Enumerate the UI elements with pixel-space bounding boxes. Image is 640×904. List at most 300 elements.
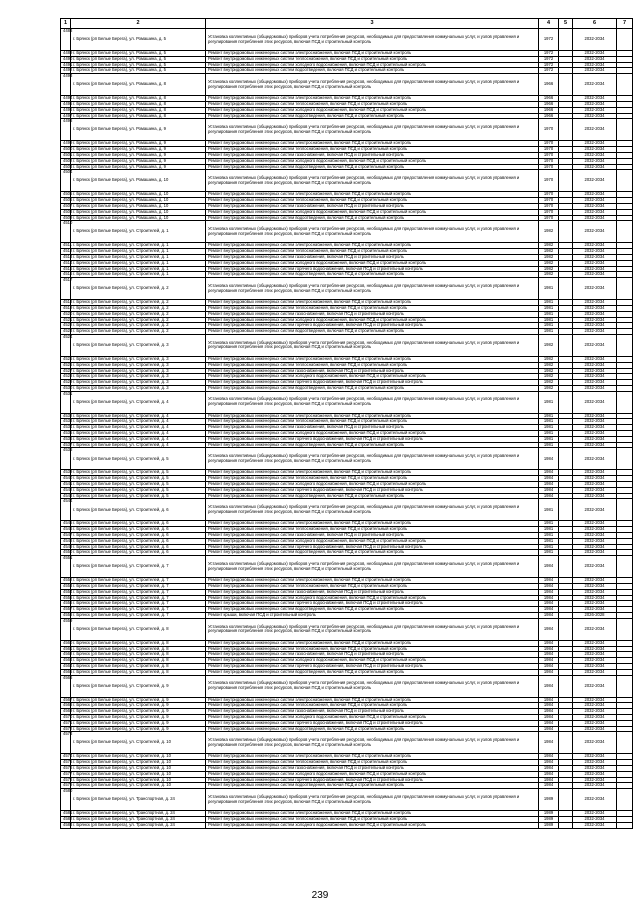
row-period: 2032-2034 — [573, 113, 617, 119]
row-work-type: Ремонт внутридомовых инженерных систем электроснабжения, включая ПСД и строительный контроль — [206, 96, 539, 102]
row-period: 2032-2034 — [573, 470, 617, 476]
table-row — [61, 499, 633, 521]
row-number: 4578 — [61, 777, 71, 783]
row-period: 2032-2034 — [573, 595, 617, 601]
row-year: 1989 — [539, 811, 559, 817]
row-period: 2032-2034 — [573, 158, 617, 164]
row-period: 2032-2034 — [573, 311, 617, 317]
row-work-type: Ремонт внутридомовых инженерных систем теплоснабжения, включая ПСД и строительный контроль — [206, 198, 539, 204]
row-work-type: Ремонт внутридомовых инженерных систем теплоснабжения, включая ПСД и строительный контроль — [206, 646, 539, 652]
table-row — [61, 385, 633, 391]
row-address: г. Брянск (рп Белые Берега), ул. Строителей, д. 6 — [71, 527, 206, 533]
row-number: 4511 — [61, 243, 71, 249]
row-address: г. Брянск (рп Белые Берега), ул. Строителей, д. 9 — [71, 720, 206, 726]
row-year: 1981 — [539, 521, 559, 527]
row-address: г. Брянск (рп Белые Берега), ул. Ромашина, д. 9 — [71, 164, 206, 170]
row-work-type: Ремонт внутридомовых инженерных систем водоотведения, включая ПСД и строительный контроль — [206, 385, 539, 391]
row-address: г. Брянск (рп Белые Берега), ул. Строителей, д. 3 — [71, 380, 206, 386]
row-work-type: Ремонт внутридомовых инженерных систем электроснабжения, включая ПСД и строительный контроль — [206, 141, 539, 147]
row-col-5 — [559, 448, 573, 470]
row-work-type: Установка коллективных (общедомовых) приборов учета потребления ресурсов, необходимых для предоставления коммунальных услуг, и узлов управления и регулирования потребления этих ресурсов, включая ПСД и строительный контроль — [206, 334, 539, 356]
row-number: 4502 — [61, 158, 71, 164]
row-period: 2032-2034 — [573, 550, 617, 556]
row-period: 2032-2034 — [573, 249, 617, 255]
row-period: 2032-2034 — [573, 305, 617, 311]
row-period: 2032-2034 — [573, 272, 617, 278]
row-address: г. Брянск (рп Белые Берега), ул. Строителей, д. 4 — [71, 431, 206, 437]
row-col-5 — [559, 334, 573, 356]
row-number: 4566 — [61, 675, 71, 697]
row-period: 2032-2034 — [573, 703, 617, 709]
row-year: 1984 — [539, 652, 559, 658]
row-col-5 — [559, 391, 573, 413]
row-year: 1972 — [539, 56, 559, 62]
row-number: 4548 — [61, 538, 71, 544]
row-work-type: Ремонт внутридомовых инженерных систем горячего водоснабжения, включая ПСД и строительный контроль — [206, 777, 539, 783]
row-work-type: Установка коллективных (общедомовых) приборов учета потребления ресурсов, необходимых для предоставления коммунальных услуг, и узлов управления и регулирования потребления этих ресурсов, включая ПСД и строительный контроль — [206, 499, 539, 521]
row-number: 4543 — [61, 493, 71, 499]
row-number: 4565 — [61, 669, 71, 675]
row-work-type: Ремонт внутридомовых инженерных систем горячего водоснабжения, включая ПСД и строительный контроль — [206, 601, 539, 607]
row-address: г. Брянск (рп Белые Берега), ул. Строителей, д. 9 — [71, 703, 206, 709]
row-address: г. Брянск (рп Белые Берега), ул. Строителей, д. 7 — [71, 589, 206, 595]
row-period: 2032-2034 — [573, 771, 617, 777]
row-year: 1982 — [539, 374, 559, 380]
row-work-type: Ремонт внутридомовых инженерных систем горячего водоснабжения, включая ПСД и строительный контроль — [206, 720, 539, 726]
row-address: г. Брянск (рп Белые Берега), ул. Транспортная, д. 24 — [71, 816, 206, 822]
row-work-type: Ремонт внутридомовых инженерных систем холодного водоснабжения, включая ПСД и строительный контроль — [206, 62, 539, 68]
row-address: г. Брянск (рп Белые Берега), ул. Строителей, д. 6 — [71, 538, 206, 544]
row-period: 2032-2034 — [573, 254, 617, 260]
row-number: 4509 — [61, 215, 71, 221]
row-period: 2032-2034 — [573, 300, 617, 306]
row-address: г. Брянск (рп Белые Берега), ул. Строителей, д. 1 — [71, 221, 206, 243]
row-number: 4569 — [61, 709, 71, 715]
row-work-type: Ремонт внутридомовых инженерных систем теплоснабжения, включая ПСД и строительный контроль — [206, 703, 539, 709]
row-period: 2032-2034 — [573, 448, 617, 470]
row-year: 1981 — [539, 311, 559, 317]
row-address: г. Брянск (рп Белые Берега), ул. Строителей, д. 10 — [71, 765, 206, 771]
row-number: 4555 — [61, 595, 71, 601]
row-year: 1984 — [539, 601, 559, 607]
row-period: 2032-2034 — [573, 329, 617, 335]
capital-repair-table — [60, 18, 633, 829]
row-work-type: Ремонт внутридомовых инженерных систем теплоснабжения, включая ПСД и строительный контроль — [206, 476, 539, 482]
row-col-7 — [617, 391, 633, 413]
row-work-type: Ремонт внутридомовых инженерных систем электроснабжения, включая ПСД и строительный контроль — [206, 578, 539, 584]
row-address: г. Брянск (рп Белые Берега), ул. Строителей, д. 2 — [71, 323, 206, 329]
row-address: г. Брянск (рп Белые Берега), ул. Строителей, д. 1 — [71, 243, 206, 249]
row-address: г. Брянск (рп Белые Берега), ул. Строителей, д. 2 — [71, 278, 206, 300]
row-col-7 — [617, 278, 633, 300]
row-number: 4563 — [61, 658, 71, 664]
row-address: г. Брянск (рп Белые Берега), ул. Ромашина, д. 10 — [71, 192, 206, 198]
row-number: 4544 — [61, 499, 71, 521]
row-work-type: Ремонт внутридомовых инженерных систем газоснабжения, включая ПСД и строительный контроль — [206, 652, 539, 658]
row-address: г. Брянск (рп Белые Берега), ул. Строителей, д. 7 — [71, 607, 206, 613]
row-address: г. Брянск (рп Белые Берега), ул. Строителей, д. 8 — [71, 618, 206, 640]
table-row — [61, 215, 633, 221]
row-address: г. Брянск (рп Белые Берега), ул. Строителей, д. 10 — [71, 732, 206, 754]
row-period: 2032-2034 — [573, 385, 617, 391]
row-work-type: Установка коллективных (общедомовых) приборов учета потребления ресурсов, необходимых для предоставления коммунальных услуг, и узлов управления и регулирования потребления этих ресурсов, включая ПСД и строительный контроль — [206, 556, 539, 578]
row-col-5 — [559, 221, 573, 243]
row-work-type: Ремонт внутридомовых инженерных систем газоснабжения, включая ПСД и строительный контроль — [206, 311, 539, 317]
row-period: 2032-2034 — [573, 720, 617, 726]
row-work-type: Ремонт внутридомовых инженерных систем холодного водоснабжения, включая ПСД и строительный контроль — [206, 714, 539, 720]
table-header-row — [61, 19, 633, 29]
row-number: 4573 — [61, 732, 71, 754]
row-period: 2032-2034 — [573, 374, 617, 380]
row-address: г. Брянск (рп Белые Берега), ул. Ромашина, д. 9 — [71, 152, 206, 158]
row-year: 1982 — [539, 243, 559, 249]
row-period: 2032-2034 — [573, 243, 617, 249]
row-address: г. Брянск (рп Белые Берега), ул. Строителей, д. 5 — [71, 493, 206, 499]
row-year: 1981 — [539, 538, 559, 544]
row-col-7 — [617, 334, 633, 356]
row-number: 4530 — [61, 385, 71, 391]
table-row — [61, 822, 633, 828]
row-number: 4488 — [61, 29, 71, 51]
row-work-type: Ремонт внутридомовых инженерных систем холодного водоснабжения, включая ПСД и строительный контроль — [206, 771, 539, 777]
header-col-3: 3 — [206, 19, 539, 29]
row-period: 2032-2034 — [573, 368, 617, 374]
row-work-type: Ремонт внутридомовых инженерных систем водоотведения, включая ПСД и строительный контроль — [206, 164, 539, 170]
row-work-type: Ремонт внутридомовых инженерных систем электроснабжения, включая ПСД и строительный контроль — [206, 811, 539, 817]
table-body — [61, 19, 633, 829]
row-work-type: Ремонт внутридомовых инженерных систем теплоснабжения, включая ПСД и строительный контроль — [206, 584, 539, 590]
row-period: 2032-2034 — [573, 765, 617, 771]
row-year: 1981 — [539, 499, 559, 521]
row-address: г. Брянск (рп Белые Берега), ул. Строителей, д. 10 — [71, 754, 206, 760]
row-year: 1984 — [539, 732, 559, 754]
row-number: 4549 — [61, 544, 71, 550]
row-work-type: Установка коллективных (общедомовых) приборов учета потребления ресурсов, необходимых для предоставления коммунальных услуг, и узлов управления и регулирования потребления этих ресурсов, включая ПСД и строительный контроль — [206, 732, 539, 754]
row-address: г. Брянск (рп Белые Берега), ул. Строителей, д. 7 — [71, 556, 206, 578]
row-number: 4545 — [61, 521, 71, 527]
row-col-5 — [559, 29, 573, 51]
row-year: 1984 — [539, 714, 559, 720]
row-period: 2032-2034 — [573, 487, 617, 493]
row-address: г. Брянск (рп Белые Берега), ул. Строителей, д. 9 — [71, 709, 206, 715]
row-number: 4506 — [61, 198, 71, 204]
row-work-type: Ремонт внутридомовых инженерных систем водоотведения, включая ПСД и строительный контроль — [206, 550, 539, 556]
row-address: г. Брянск (рп Белые Берега), ул. Строителей, д. 3 — [71, 362, 206, 368]
table-row — [61, 783, 633, 789]
row-period: 2032-2034 — [573, 323, 617, 329]
row-year: 1984 — [539, 448, 559, 470]
table-row — [61, 329, 633, 335]
row-work-type: Ремонт внутридомовых инженерных систем горячего водоснабжения, включая ПСД и строительный контроль — [206, 487, 539, 493]
row-number: 4522 — [61, 323, 71, 329]
row-number: 4567 — [61, 697, 71, 703]
row-period: 2032-2034 — [573, 482, 617, 488]
row-address: г. Брянск (рп Белые Берега), ул. Строителей, д. 10 — [71, 771, 206, 777]
row-period: 2032-2034 — [573, 431, 617, 437]
row-year: 1984 — [539, 589, 559, 595]
row-address: г. Брянск (рп Белые Берега), ул. Ромашина, д. 9 — [71, 147, 206, 153]
row-year: 1984 — [539, 697, 559, 703]
row-number: 4515 — [61, 266, 71, 272]
table-row — [61, 448, 633, 470]
row-year: 1982 — [539, 380, 559, 386]
row-year: 1970 — [539, 164, 559, 170]
row-number: 4547 — [61, 533, 71, 539]
row-work-type: Ремонт внутридомовых инженерных систем холодного водоснабжения, включая ПСД и строительный контроль — [206, 482, 539, 488]
row-col-5 — [559, 119, 573, 141]
row-year: 1981 — [539, 436, 559, 442]
row-year: 1984 — [539, 754, 559, 760]
row-number: 4553 — [61, 584, 71, 590]
row-year: 1982 — [539, 356, 559, 362]
row-address: г. Брянск (рп Белые Берега), ул. Строителей, д. 5 — [71, 476, 206, 482]
row-period: 2032-2034 — [573, 413, 617, 419]
table-row — [61, 170, 633, 192]
row-address: г. Брянск (рп Белые Берега), ул. Ромашина, д. 9 — [71, 119, 206, 141]
row-period: 2032-2034 — [573, 664, 617, 670]
row-year: 1972 — [539, 29, 559, 51]
row-address: г. Брянск (рп Белые Берега), ул. Строителей, д. 6 — [71, 544, 206, 550]
row-year: 1984 — [539, 726, 559, 732]
row-address: г. Брянск (рп Белые Берега), ул. Строителей, д. 9 — [71, 714, 206, 720]
row-year: 1984 — [539, 709, 559, 715]
row-col-7 — [617, 789, 633, 811]
row-number: 4577 — [61, 771, 71, 777]
row-period: 2032-2034 — [573, 56, 617, 62]
row-number: 4552 — [61, 578, 71, 584]
row-year: 1984 — [539, 613, 559, 619]
row-year: 1981 — [539, 278, 559, 300]
row-work-type: Ремонт внутридомовых инженерных систем водоотведения, включая ПСД и строительный контроль — [206, 329, 539, 335]
row-address: г. Брянск (рп Белые Берега), ул. Строителей, д. 2 — [71, 317, 206, 323]
row-period: 2032-2034 — [573, 141, 617, 147]
row-number: 4581 — [61, 811, 71, 817]
row-work-type: Ремонт внутридомовых инженерных систем газоснабжения, включая ПСД и строительный контроль — [206, 368, 539, 374]
row-work-type: Ремонт внутридомовых инженерных систем горячего водоснабжения, включая ПСД и строительный контроль — [206, 380, 539, 386]
row-work-type: Ремонт внутридомовых инженерных систем водоотведения, включая ПСД и строительный контроль — [206, 272, 539, 278]
row-work-type: Установка коллективных (общедомовых) приборов учета потребления ресурсов, необходимых для предоставления коммунальных услуг, и узлов управления и регулирования потребления этих ресурсов, включая ПСД и строительный контроль — [206, 618, 539, 640]
row-address: г. Брянск (рп Белые Берега), ул. Строителей, д. 5 — [71, 448, 206, 470]
row-year: 1981 — [539, 317, 559, 323]
row-number: 4537 — [61, 442, 71, 448]
row-col-7 — [617, 170, 633, 192]
row-year: 1970 — [539, 209, 559, 215]
row-work-type: Ремонт внутридомовых инженерных систем холодного водоснабжения, включая ПСД и строительный контроль — [206, 431, 539, 437]
row-number: 4499 — [61, 141, 71, 147]
row-work-type: Ремонт внутридомовых инженерных систем газоснабжения, включая ПСД и строительный контроль — [206, 765, 539, 771]
row-period: 2032-2034 — [573, 164, 617, 170]
row-year: 1970 — [539, 198, 559, 204]
row-year: 1984 — [539, 482, 559, 488]
row-year: 1981 — [539, 527, 559, 533]
row-year: 1966 — [539, 96, 559, 102]
row-address: г. Брянск (рп Белые Берега), ул. Строителей, д. 4 — [71, 425, 206, 431]
row-work-type: Ремонт внутридомовых инженерных систем электроснабжения, включая ПСД и строительный контроль — [206, 754, 539, 760]
row-address: г. Брянск (рп Белые Берега), ул. Транспортная, д. 24 — [71, 811, 206, 817]
row-work-type: Ремонт внутридомовых инженерных систем электроснабжения, включая ПСД и строительный контроль — [206, 51, 539, 57]
row-work-type: Ремонт внутридомовых инженерных систем электроснабжения, включая ПСД и строительный контроль — [206, 192, 539, 198]
row-year: 1984 — [539, 760, 559, 766]
row-year: 1984 — [539, 607, 559, 613]
row-period: 2032-2034 — [573, 538, 617, 544]
row-work-type: Ремонт внутридомовых инженерных систем холодного водоснабжения, включая ПСД и строительный контроль — [206, 107, 539, 113]
row-number: 4568 — [61, 703, 71, 709]
row-year: 1981 — [539, 323, 559, 329]
row-period: 2032-2034 — [573, 476, 617, 482]
row-work-type: Ремонт внутридомовых инженерных систем холодного водоснабжения, включая ПСД и строительный контроль — [206, 209, 539, 215]
row-period: 2032-2034 — [573, 74, 617, 96]
row-col-7 — [617, 74, 633, 96]
row-number: 4519 — [61, 305, 71, 311]
row-work-type: Установка коллективных (общедомовых) приборов учета потребления ресурсов, необходимых для предоставления коммунальных услуг, и узлов управления и регулирования потребления этих ресурсов, включая ПСД и строительный контроль — [206, 448, 539, 470]
row-period: 2032-2034 — [573, 170, 617, 192]
row-year: 1984 — [539, 470, 559, 476]
row-period: 2032-2034 — [573, 391, 617, 413]
row-number: 4538 — [61, 448, 71, 470]
row-col-5 — [559, 789, 573, 811]
row-year: 1981 — [539, 431, 559, 437]
row-work-type: Ремонт внутридомовых инженерных систем газоснабжения, включая ПСД и строительный контроль — [206, 203, 539, 209]
row-address: г. Брянск (рп Белые Берега), ул. Строителей, д. 2 — [71, 300, 206, 306]
row-address: г. Брянск (рп Белые Берега), ул. Строителей, д. 8 — [71, 658, 206, 664]
row-number: 4500 — [61, 147, 71, 153]
row-number: 4517 — [61, 278, 71, 300]
row-year: 1970 — [539, 215, 559, 221]
row-number: 4492 — [61, 68, 71, 74]
row-number: 4570 — [61, 714, 71, 720]
header-col-2: 2 — [71, 19, 206, 29]
row-work-type: Ремонт внутридомовых инженерных систем электроснабжения, включая ПСД и строительный контроль — [206, 521, 539, 527]
row-address: г. Брянск (рп Белые Берега), ул. Строителей, д. 4 — [71, 442, 206, 448]
row-address: г. Брянск (рп Белые Берега), ул. Строителей, д. 10 — [71, 783, 206, 789]
row-address: г. Брянск (рп Белые Берега), ул. Строителей, д. 4 — [71, 436, 206, 442]
row-address: г. Брянск (рп Белые Берега), ул. Ромашина, д. 5 — [71, 68, 206, 74]
row-period: 2032-2034 — [573, 436, 617, 442]
row-number: 4532 — [61, 413, 71, 419]
row-col-7 — [617, 556, 633, 578]
row-year: 1982 — [539, 362, 559, 368]
row-number: 4531 — [61, 391, 71, 413]
header-col-7: 7 — [617, 19, 633, 29]
row-col-7 — [617, 732, 633, 754]
row-work-type: Ремонт внутридомовых инженерных систем холодного водоснабжения, включая ПСД и строительный контроль — [206, 374, 539, 380]
row-number: 4524 — [61, 334, 71, 356]
row-number: 4540 — [61, 476, 71, 482]
row-number: 4576 — [61, 765, 71, 771]
row-number: 4512 — [61, 249, 71, 255]
row-work-type: Ремонт внутридомовых инженерных систем теплоснабжения, включая ПСД и строительный контроль — [206, 816, 539, 822]
row-period: 2032-2034 — [573, 527, 617, 533]
row-year: 1989 — [539, 822, 559, 828]
table-row — [61, 726, 633, 732]
row-address: г. Брянск (рп Белые Берега), ул. Ромашина, д. 5 — [71, 51, 206, 57]
row-year: 1981 — [539, 329, 559, 335]
row-work-type: Ремонт внутридомовых инженерных систем горячего водоснабжения, включая ПСД и строительный контроль — [206, 266, 539, 272]
row-address: г. Брянск (рп Белые Берега), ул. Строителей, д. 8 — [71, 652, 206, 658]
row-address: г. Брянск (рп Белые Берега), ул. Строителей, д. 3 — [71, 334, 206, 356]
row-work-type: Установка коллективных (общедомовых) приборов учета потребления ресурсов, необходимых для предоставления коммунальных услуг, и узлов управления и регулирования потребления этих ресурсов, включая ПСД и строительный контроль — [206, 221, 539, 243]
row-col-5 — [559, 170, 573, 192]
row-work-type: Ремонт внутридомовых инженерных систем теплоснабжения, включая ПСД и строительный контроль — [206, 56, 539, 62]
row-address: г. Брянск (рп Белые Берега), ул. Строителей, д. 3 — [71, 356, 206, 362]
row-address: г. Брянск (рп Белые Берега), ул. Строителей, д. 3 — [71, 374, 206, 380]
row-year: 1989 — [539, 789, 559, 811]
row-work-type: Ремонт внутридомовых инженерных систем электроснабжения, включая ПСД и строительный контроль — [206, 413, 539, 419]
row-year: 1970 — [539, 170, 559, 192]
table-row — [61, 618, 633, 640]
row-work-type: Ремонт внутридомовых инженерных систем газоснабжения, включая ПСД и строительный контроль — [206, 152, 539, 158]
row-period: 2032-2034 — [573, 209, 617, 215]
row-address: г. Брянск (рп Белые Берега), ул. Строителей, д. 2 — [71, 329, 206, 335]
row-address: г. Брянск (рп Белые Берега), ул. Строителей, д. 3 — [71, 385, 206, 391]
table-row — [61, 334, 633, 356]
row-number: 4534 — [61, 425, 71, 431]
row-number: 4556 — [61, 601, 71, 607]
row-year: 1970 — [539, 203, 559, 209]
document-page — [60, 18, 632, 829]
row-number: 4526 — [61, 362, 71, 368]
header-col-5: 5 — [559, 19, 573, 29]
row-number: 4562 — [61, 652, 71, 658]
row-number: 4571 — [61, 720, 71, 726]
row-work-type: Ремонт внутридомовых инженерных систем холодного водоснабжения, включая ПСД и строительный контроль — [206, 158, 539, 164]
row-number: 4580 — [61, 789, 71, 811]
row-work-type: Ремонт внутридомовых инженерных систем электроснабжения, включая ПСД и строительный контроль — [206, 697, 539, 703]
row-period: 2032-2034 — [573, 714, 617, 720]
row-address: г. Брянск (рп Белые Берега), ул. Строителей, д. 9 — [71, 726, 206, 732]
row-period: 2032-2034 — [573, 493, 617, 499]
row-number: 4536 — [61, 436, 71, 442]
row-year: 1982 — [539, 272, 559, 278]
row-work-type: Ремонт внутридомовых инженерных систем водоотведения, включая ПСД и строительный контроль — [206, 68, 539, 74]
row-year: 1984 — [539, 664, 559, 670]
row-work-type: Ремонт внутридомовых инженерных систем горячего водоснабжения, включая ПСД и строительный контроль — [206, 436, 539, 442]
row-number: 4501 — [61, 152, 71, 158]
row-work-type: Ремонт внутридомовых инженерных систем водоотведения, включая ПСД и строительный контроль — [206, 607, 539, 613]
row-year: 1984 — [539, 595, 559, 601]
row-address: г. Брянск (рп Белые Берега), ул. Строителей, д. 10 — [71, 777, 206, 783]
row-period: 2032-2034 — [573, 607, 617, 613]
row-address: г. Брянск (рп Белые Берега), ул. Строителей, д. 7 — [71, 584, 206, 590]
row-period: 2032-2034 — [573, 192, 617, 198]
row-address: г. Брянск (рп Белые Берега), ул. Ромашина, д. 10 — [71, 203, 206, 209]
table-row — [61, 675, 633, 697]
table-row — [61, 493, 633, 499]
row-address: г. Брянск (рп Белые Берега), ул. Строителей, д. 3 — [71, 368, 206, 374]
row-number: 4564 — [61, 664, 71, 670]
row-number: 4523 — [61, 329, 71, 335]
row-address: г. Брянск (рп Белые Берега), ул. Строителей, д. 8 — [71, 664, 206, 670]
row-year: 1984 — [539, 777, 559, 783]
table-row — [61, 221, 633, 243]
row-period: 2032-2034 — [573, 317, 617, 323]
row-number: 4503 — [61, 164, 71, 170]
row-period: 2032-2034 — [573, 215, 617, 221]
row-number: 4574 — [61, 754, 71, 760]
row-number: 4561 — [61, 646, 71, 652]
table-row — [61, 119, 633, 141]
row-address: г. Брянск (рп Белые Берега), ул. Ромашина, д. 8 — [71, 113, 206, 119]
row-period: 2032-2034 — [573, 789, 617, 811]
row-year: 1984 — [539, 771, 559, 777]
row-work-type: Ремонт внутридомовых инженерных систем теплоснабжения, включая ПСД и строительный контроль — [206, 249, 539, 255]
row-year: 1981 — [539, 425, 559, 431]
row-year: 1982 — [539, 221, 559, 243]
row-number: 4533 — [61, 419, 71, 425]
row-address: г. Брянск (рп Белые Берега), ул. Ромашина, д. 10 — [71, 198, 206, 204]
table-row — [61, 391, 633, 413]
row-address: г. Брянск (рп Белые Берега), ул. Строителей, д. 6 — [71, 550, 206, 556]
